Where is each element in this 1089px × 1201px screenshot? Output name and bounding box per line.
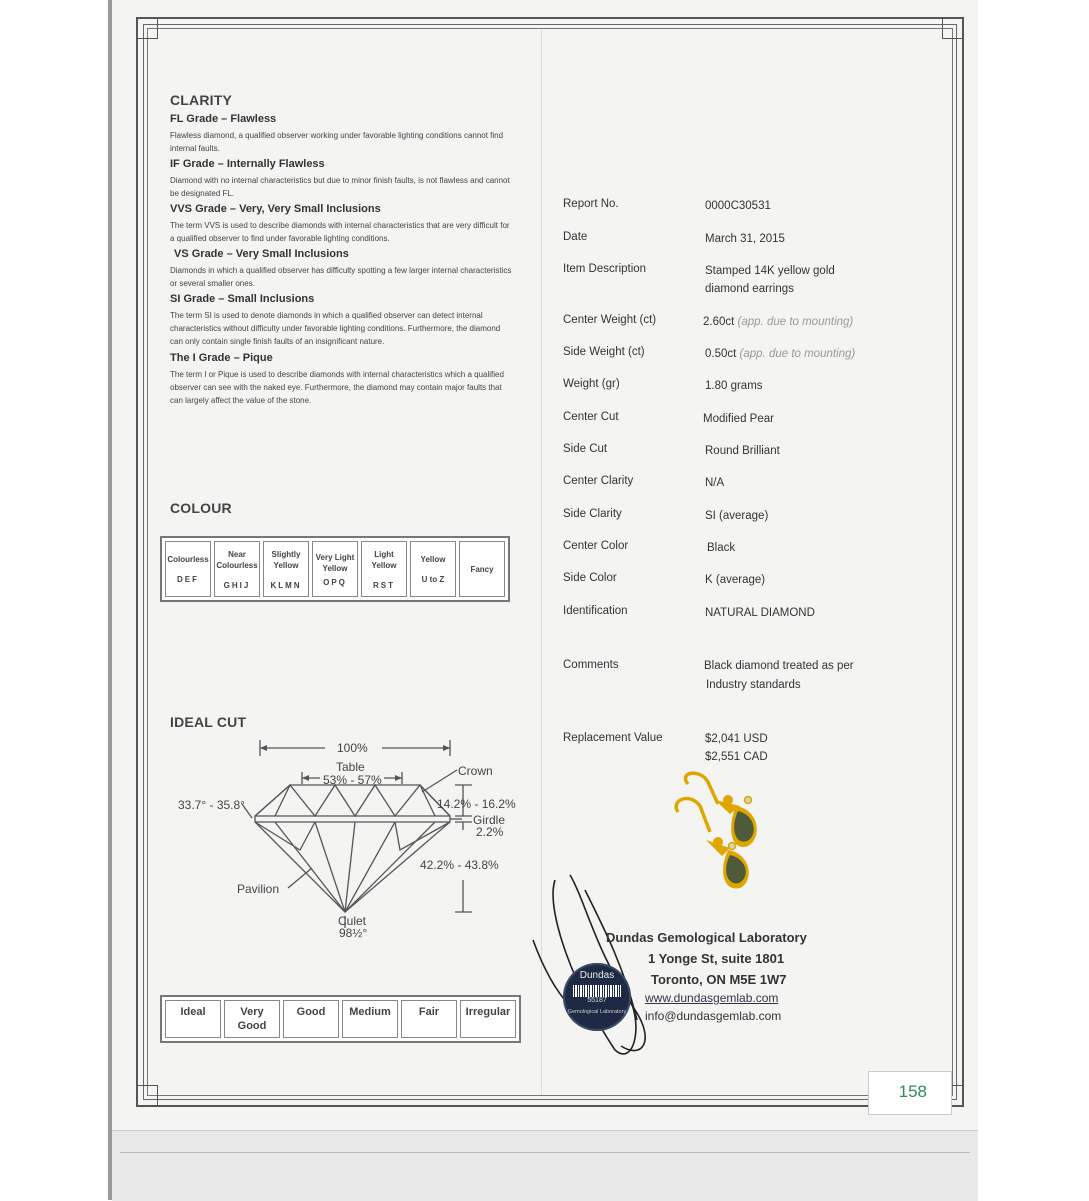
- center-cut-value: Modified Pear: [703, 413, 774, 425]
- center-weight-field: [703, 313, 853, 331]
- report-no-label: Report No.: [563, 198, 619, 210]
- grade-si-desc: The term SI is used to denote diamonds in which a qualified observer can detect internal characteristics without difficulty under favorable lighting conditions. Furthermore, the diamond can only contain single finish faults of an insignificant nature.: [170, 311, 501, 346]
- grade-if-desc: Diamond with no internal characteristics but due to minor finish faults, is not flawless and cannot be designated FL.: [170, 176, 510, 198]
- colour-grades: OPQ: [323, 577, 347, 587]
- seal-top-text: Dundas: [579, 970, 615, 981]
- colour-cell: [263, 541, 309, 597]
- cut-grade-cell: Irregular: [460, 1000, 516, 1038]
- cut-grade-cell: Very Good: [224, 1000, 280, 1038]
- center-weight-label: Center Weight (ct): [563, 314, 657, 326]
- cut-grade-cell: Ideal: [165, 1000, 221, 1038]
- grade-fl-desc: Flawless diamond, a qualified observer working under favorable lighting conditions cannot find internal faults.: [170, 131, 504, 153]
- diagram-girdle: Girdle: [473, 813, 506, 827]
- side-clarity-label: Side Clarity: [563, 508, 622, 520]
- diagram-pavilion: Pavilion: [237, 882, 280, 896]
- center-clarity-label: Center Clarity: [563, 475, 634, 487]
- seal-bottom-text: Gemological Laboratory: [567, 1009, 627, 1015]
- colour-grades: DEF: [177, 575, 199, 584]
- seal-barcode-icon: [573, 985, 621, 997]
- colour-cell: [410, 541, 456, 597]
- page-number-tag: [868, 1071, 952, 1115]
- comments-label: Comments: [563, 659, 619, 671]
- side-weight-field: [705, 345, 855, 363]
- replacement-value-label: Replacement Value: [563, 732, 663, 744]
- colour-name: Near Colourless: [216, 549, 258, 570]
- colour-name: Yellow: [420, 555, 446, 564]
- grade-if-title: IF Grade – Internally Flawless: [170, 158, 325, 170]
- lab-address-1: 1 Yonge St, suite 1801: [648, 951, 785, 966]
- center-clarity-value: N/A: [705, 477, 725, 489]
- colour-cell: [214, 541, 260, 597]
- scan-bottom-strip: [112, 1130, 978, 1201]
- corner-ornament: [136, 17, 158, 39]
- diagram-culet: Culet: [338, 914, 367, 928]
- colour-name: Colourless: [167, 555, 209, 564]
- grade-vvs-title: VVS Grade – Very, Very Small Inclusions: [170, 203, 381, 215]
- seal-number: 55187: [587, 997, 607, 1004]
- comments-value-2: Industry standards: [706, 679, 801, 691]
- weight-label: Weight (gr): [563, 378, 620, 390]
- grade-vvs-desc: The term VVS is used to describe diamonds with internal characteristics that are very difficult for a qualified observer to find under favorable lighting conditions.: [170, 221, 510, 243]
- comments-value: Black diamond treated as per: [704, 660, 854, 672]
- item-description-label: Item Description: [563, 263, 647, 275]
- cut-grade-cell: Fair: [401, 1000, 457, 1038]
- diagram-pavilion-depth: 42.2% - 43.8%: [420, 858, 499, 872]
- colour-cell: [459, 541, 505, 597]
- colour-heading: COLOUR: [170, 500, 232, 516]
- colour-grades: U to Z: [421, 575, 445, 584]
- colour-grades: RST: [373, 580, 395, 590]
- item-description-value-2: diamond earrings: [705, 283, 794, 295]
- center-cut-label: Center Cut: [563, 411, 619, 423]
- identification-value: NATURAL DIAMOND: [705, 607, 815, 619]
- side-color-value: K (average): [705, 574, 766, 586]
- scan-edge: [108, 0, 112, 1200]
- colour-grades: KLMN: [270, 580, 302, 590]
- grade-vs-desc: Diamonds in which a qualified observer has difficulty spotting a few larger internal characteristics or several smaller ones.: [170, 266, 512, 288]
- scan-line: [120, 1152, 970, 1153]
- colour-cell: [361, 541, 407, 597]
- grade-fl-title: FL Grade – Flawless: [170, 113, 277, 125]
- side-clarity-value: SI (average): [705, 510, 769, 522]
- earrings-photo: [670, 770, 790, 890]
- date-label: Date: [563, 231, 588, 243]
- diagram-total: 100%: [337, 741, 368, 755]
- diagram-girdle-value: 2.2%: [476, 825, 504, 839]
- colour-scale-table: [160, 536, 510, 602]
- ideal-cut-heading: IDEAL CUT: [170, 714, 247, 730]
- diagram-table-range: 53% - 57%: [323, 773, 382, 787]
- weight-value: 1.80 grams: [705, 380, 763, 392]
- diagram-table-label: Table: [336, 760, 365, 774]
- item-description-value: Stamped 14K yellow gold: [705, 265, 835, 277]
- center-color-value: Black: [707, 542, 736, 554]
- report-no-value: 0000C30531: [705, 200, 771, 212]
- corner-ornament: [942, 17, 964, 39]
- diagram-crown-angle: 33.7° - 35.8°: [178, 798, 245, 812]
- colour-grades: GHIJ: [223, 580, 251, 590]
- lab-address-2: Toronto, ON M5E 1W7: [651, 972, 787, 987]
- center-color-label: Center Color: [563, 540, 629, 552]
- lab-seal: [563, 963, 631, 1031]
- page-number: 158: [898, 1082, 927, 1101]
- lab-website-link[interactable]: www.dundasgemlab.com: [645, 991, 779, 1005]
- grade-vs-title: VS Grade – Very Small Inclusions: [174, 248, 349, 260]
- clarity-heading: CLARITY: [170, 92, 233, 108]
- center-weight-note: (app. due to mounting): [737, 316, 854, 328]
- colour-name: Very Light Yellow: [315, 552, 355, 573]
- cut-grade-table: [160, 995, 521, 1043]
- colour-name: Fancy: [470, 564, 494, 574]
- identification-label: Identification: [563, 605, 628, 617]
- side-cut-label: Side Cut: [563, 443, 608, 455]
- side-cut-value: Round Brilliant: [705, 445, 780, 457]
- diagram-culet-angle: 98½°: [339, 926, 368, 940]
- diagram-crown-height: 14.2% - 16.2%: [437, 797, 516, 811]
- lab-name: Dundas Gemological Laboratory: [606, 930, 807, 945]
- side-weight-label: Side Weight (ct): [563, 346, 645, 358]
- center-weight-value: 2.60ct: [703, 316, 735, 328]
- colour-name: Slightly Yellow: [271, 549, 301, 570]
- diagram-crown: Crown: [458, 764, 493, 778]
- side-weight-note: (app. due to mounting): [739, 348, 856, 360]
- grade-i-title: The I Grade – Pique: [170, 352, 273, 364]
- cut-grade-cell: Medium: [342, 1000, 398, 1038]
- side-weight-value: 0.50ct: [705, 348, 737, 360]
- colour-cell: [165, 541, 211, 597]
- colour-cell: [312, 541, 358, 597]
- colour-name: Light Yellow: [371, 549, 397, 570]
- grade-si-title: SI Grade – Small Inclusions: [170, 293, 315, 305]
- grade-i-desc: The term I or Pique is used to describe diamonds with internal characteristics which a qualified observer can see with the naked eye. Furthermore, the diamond may contain major faults that can largely affect the value of the stone.: [170, 370, 504, 405]
- date-value: March 31, 2015: [705, 233, 785, 245]
- replacement-value-cad: $2,551 CAD: [705, 751, 768, 763]
- lab-email: info@dundasgemlab.com: [645, 1009, 782, 1023]
- replacement-value-usd: $2,041 USD: [705, 733, 768, 745]
- side-color-label: Side Color: [563, 572, 617, 584]
- corner-ornament: [136, 1085, 158, 1107]
- cut-grade-cell: Good: [283, 1000, 339, 1038]
